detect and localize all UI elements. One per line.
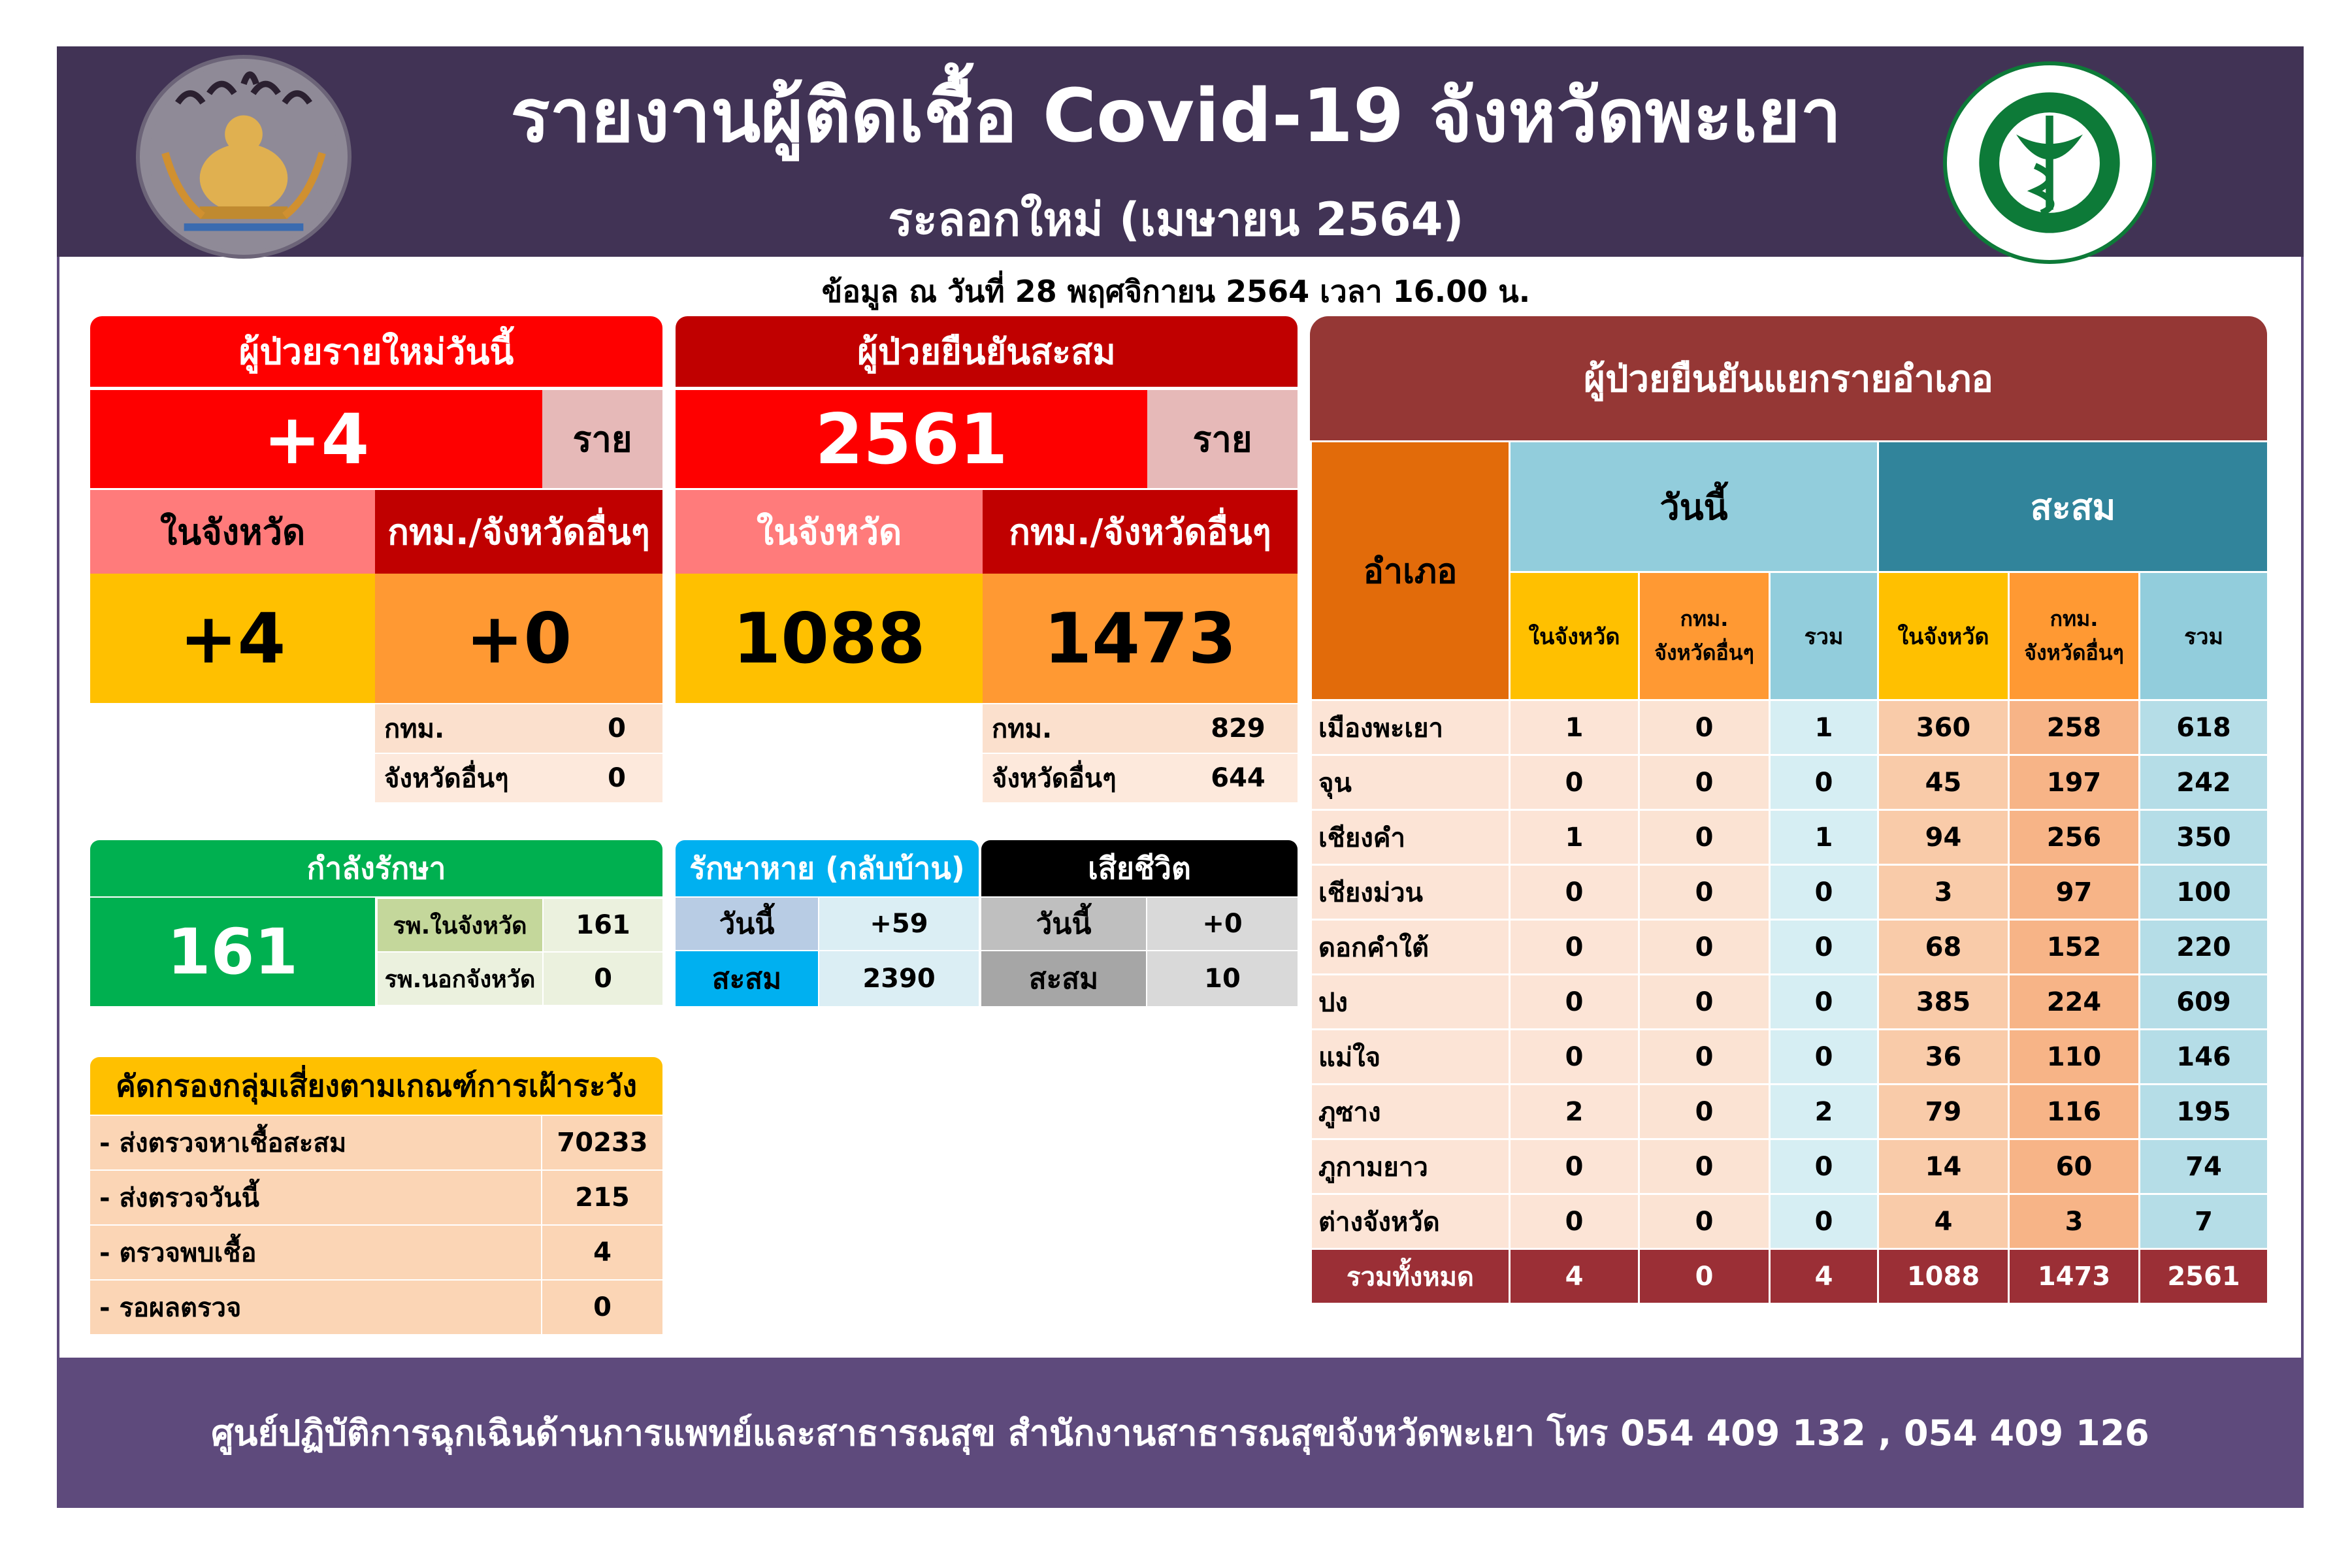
district-cell-t-in: 0 [1510, 1139, 1639, 1194]
district-cell-t-sum: 0 [1770, 1194, 1878, 1249]
district-cell-t-in: 1 [1510, 810, 1639, 865]
district-cell-t-in: 0 [1510, 865, 1639, 920]
district-header: ผู้ป่วยยืนยันแยกรายอำเภอ [1310, 316, 2267, 440]
district-total-c-sum: 2561 [2140, 1249, 2268, 1304]
district-cell-c-in: 36 [1878, 1030, 2009, 1085]
district-cell-c-out: 116 [2009, 1085, 2140, 1139]
district-cell-t-sum: 0 [1770, 975, 1878, 1030]
district-row [1311, 700, 2268, 755]
district-cell-c-out: 197 [2009, 755, 2140, 810]
treating-in-hosp-label: รพ.ในจังหวัด [378, 899, 542, 951]
cumulative-bkk-value: 829 [1179, 704, 1298, 753]
district-cell-c-sum: 7 [2140, 1194, 2268, 1249]
district-cell-c-sum: 618 [2140, 700, 2268, 755]
district-name: ปง [1311, 975, 1510, 1030]
district-name: เมืองพะเยา [1311, 700, 1510, 755]
district-total-t-out: 0 [1639, 1249, 1770, 1304]
treating-header: กำลังรักษา [90, 840, 662, 896]
footer-contact: ศูนย์ปฏิบัติการฉุกเฉินด้านการแพทย์และสาธารณสุข สำนักงานสาธารณสุขจังหวัดพะเยา โทร 054 409 132 , 054 409 126 [211, 1413, 2149, 1454]
data-as-of-date: ข้อมูล ณ วันที่ 28 พฤศจิกายน 2564 เวลา 16.00 น. [821, 274, 1531, 309]
district-name: เชียงคำ [1311, 810, 1510, 865]
district-cell-c-in: 4 [1878, 1194, 2009, 1249]
district-cell-t-out: 0 [1639, 1030, 1770, 1085]
district-cell-c-in: 360 [1878, 700, 2009, 755]
column-header-today-out-line1: กทม. [1680, 606, 1729, 632]
district-cell-t-sum: 1 [1770, 700, 1878, 755]
district-cell-c-in: 3 [1878, 865, 2009, 920]
district-row [1311, 975, 2268, 1030]
district-cell-c-out: 224 [2009, 975, 2140, 1030]
column-header-cum-out-line2: จังหวัดอื่นๆ [2024, 640, 2124, 665]
district-cell-c-out: 258 [2009, 700, 2140, 755]
district-cell-t-out: 0 [1639, 865, 1770, 920]
cumulative-header: ผู้ป่วยยืนยันสะสม [676, 316, 1298, 387]
cumulative-other-prov-label: จังหวัดอื่นๆ [983, 754, 1179, 802]
screening-header: คัดกรองกลุ่มเสี่ยงตามเกณฑ์การเฝ้าระวัง [90, 1057, 662, 1115]
recovered-today-value: +59 [819, 898, 979, 950]
district-name: แม่ใจ [1311, 1030, 1510, 1085]
cumulative-bkk-label: กทม. [983, 704, 1179, 753]
screening-row-label: - รอผลตรวจ [90, 1281, 541, 1334]
district-cell-c-sum: 146 [2140, 1030, 2268, 1085]
district-cell-c-in: 14 [1878, 1139, 2009, 1194]
district-cell-t-in: 1 [1510, 700, 1639, 755]
new-today-in-province-label: ในจังหวัด [90, 490, 375, 574]
column-header-today-out-line2: จังหวัดอื่นๆ [1654, 640, 1754, 665]
deaths-cum-value: 10 [1147, 951, 1298, 1006]
district-cell-t-out: 0 [1639, 1139, 1770, 1194]
district-total-c-out: 1473 [2009, 1249, 2140, 1304]
district-cell-t-out: 0 [1639, 755, 1770, 810]
recovered-cum-label: สะสม [676, 951, 818, 1006]
district-cell-t-sum: 2 [1770, 1085, 1878, 1139]
district-cell-c-in: 385 [1878, 975, 2009, 1030]
district-cell-c-in: 68 [1878, 920, 2009, 975]
cumulative-other-label: กทม./จังหวัดอื่นๆ [983, 490, 1298, 574]
district-cell-c-sum: 220 [2140, 920, 2268, 975]
district-total-label: รวมทั้งหมด [1311, 1249, 1510, 1304]
page-subtitle: ระลอกใหม่ (เมษายน 2564) [888, 193, 1464, 246]
screening-row-value: 4 [542, 1226, 662, 1279]
district-total-t-in: 4 [1510, 1249, 1639, 1304]
district-cell-t-in: 0 [1510, 1030, 1639, 1085]
district-row [1311, 1085, 2268, 1139]
district-cell-t-in: 2 [1510, 1085, 1639, 1139]
district-cell-c-sum: 74 [2140, 1139, 2268, 1194]
district-cell-c-sum: 350 [2140, 810, 2268, 865]
column-header-today-total: รวม [1770, 572, 1878, 700]
district-cell-t-sum: 0 [1770, 1030, 1878, 1085]
district-cell-t-in: 0 [1510, 755, 1639, 810]
district-cell-t-out: 0 [1639, 1194, 1770, 1249]
district-cell-c-out: 110 [2009, 1030, 2140, 1085]
district-cell-t-in: 0 [1510, 1194, 1639, 1249]
district-row [1311, 755, 2268, 810]
column-group-cumulative: สะสม [1878, 442, 2268, 572]
district-total-c-in: 1088 [1878, 1249, 2009, 1304]
column-header-district: อำเภอ [1311, 442, 1510, 700]
new-today-bkk-label: กทม. [375, 704, 571, 753]
cumulative-unit: ราย [1147, 390, 1298, 488]
district-row [1311, 920, 2268, 975]
district-name: ดอกคำใต้ [1311, 920, 1510, 975]
district-cell-c-sum: 100 [2140, 865, 2268, 920]
cumulative-in-province-label: ในจังหวัด [676, 490, 983, 574]
district-cell-t-out: 0 [1639, 810, 1770, 865]
new-today-other-value: +0 [375, 574, 662, 703]
treating-out-hosp-value: 0 [544, 953, 662, 1005]
district-cell-c-sum: 195 [2140, 1085, 2268, 1139]
recovered-cum-value: 2390 [819, 951, 979, 1006]
district-cell-c-out: 256 [2009, 810, 2140, 865]
district-row [1311, 810, 2268, 865]
treating-value: 161 [90, 898, 375, 1006]
district-cell-t-out: 0 [1639, 700, 1770, 755]
district-cell-t-sum: 0 [1770, 755, 1878, 810]
recovered-header: รักษาหาย (กลับบ้าน) [676, 840, 979, 896]
cumulative-other-prov-value: 644 [1179, 754, 1298, 802]
new-today-header: ผู้ป่วยรายใหม่วันนี้ [90, 316, 662, 387]
column-header-cum-total: รวม [2140, 572, 2268, 700]
district-name: เชียงม่วน [1311, 865, 1510, 920]
district-cell-t-out: 0 [1639, 920, 1770, 975]
district-name: ต่างจังหวัด [1311, 1194, 1510, 1249]
deaths-today-label: วันนี้ [981, 898, 1146, 950]
province-seal-logo [136, 55, 351, 259]
cumulative-other-value: 1473 [983, 574, 1298, 703]
column-header-today-in: ในจังหวัด [1510, 572, 1639, 700]
cumulative-value: 2561 [676, 390, 1147, 488]
deaths-header: เสียชีวิต [981, 840, 1298, 896]
screening-row-value: 0 [542, 1281, 662, 1334]
district-name: ภูซาง [1311, 1085, 1510, 1139]
new-today-bkk-value: 0 [571, 704, 662, 753]
district-cell-c-out: 60 [2009, 1139, 2140, 1194]
screening-row-value: 70233 [542, 1116, 662, 1169]
district-cell-c-out: 97 [2009, 865, 2140, 920]
column-header-cum-in: ในจังหวัด [1878, 572, 2009, 700]
district-cell-c-in: 79 [1878, 1085, 2009, 1139]
new-today-in-province-value: +4 [90, 574, 375, 703]
new-today-other-label: กทม./จังหวัดอื่นๆ [375, 490, 662, 574]
district-row [1311, 1030, 2268, 1085]
district-cell-c-in: 45 [1878, 755, 2009, 810]
district-cell-c-in: 94 [1878, 810, 2009, 865]
district-row [1311, 1139, 2268, 1194]
deaths-today-value: +0 [1147, 898, 1298, 950]
district-table-body [1311, 700, 2268, 1304]
screening-row-label: - ส่งตรวจหาเชื้อสะสม [90, 1116, 541, 1169]
district-table [1310, 440, 2269, 1305]
district-row [1311, 1194, 2268, 1249]
new-today-value: +4 [90, 390, 542, 488]
district-cell-c-out: 3 [2009, 1194, 2140, 1249]
district-cell-t-out: 0 [1639, 975, 1770, 1030]
column-group-today: วันนี้ [1510, 442, 1878, 572]
district-name: ภูกามยาว [1311, 1139, 1510, 1194]
district-cell-t-sum: 0 [1770, 865, 1878, 920]
screening-row-value: 215 [542, 1171, 662, 1224]
district-name: จุน [1311, 755, 1510, 810]
district-cell-t-sum: 1 [1770, 810, 1878, 865]
screening-row-label: - ส่งตรวจวันนี้ [90, 1171, 541, 1224]
new-today-unit: ราย [542, 390, 662, 488]
district-cell-t-sum: 0 [1770, 1139, 1878, 1194]
column-header-today-out [1639, 572, 1770, 700]
new-today-other-prov-label: จังหวัดอื่นๆ [375, 754, 571, 802]
district-row [1311, 865, 2268, 920]
district-cell-t-sum: 0 [1770, 920, 1878, 975]
column-header-cum-out [2009, 572, 2140, 700]
treating-out-hosp-label: รพ.นอกจังหวัด [378, 953, 542, 1005]
screening-row-label: - ตรวจพบเชื้อ [90, 1226, 541, 1279]
district-total-row [1311, 1249, 2268, 1304]
deaths-cum-label: สะสม [981, 951, 1146, 1006]
district-cell-t-in: 0 [1510, 975, 1639, 1030]
district-cell-c-sum: 609 [2140, 975, 2268, 1030]
recovered-today-label: วันนี้ [676, 898, 818, 950]
cumulative-in-province-value: 1088 [676, 574, 983, 703]
district-cell-c-sum: 242 [2140, 755, 2268, 810]
buddha-seal-icon [140, 59, 348, 255]
new-today-other-prov-value: 0 [571, 754, 662, 802]
treating-in-hosp-value: 161 [544, 899, 662, 951]
district-cell-t-in: 0 [1510, 920, 1639, 975]
district-cell-c-out: 152 [2009, 920, 2140, 975]
district-cell-t-out: 0 [1639, 1085, 1770, 1139]
page-title: รายงานผู้ติดเชื้อ Covid-19 จังหวัดพะเยา [510, 74, 1842, 159]
column-header-cum-out-line1: กทม. [2050, 606, 2099, 632]
district-total-t-sum: 4 [1770, 1249, 1878, 1304]
